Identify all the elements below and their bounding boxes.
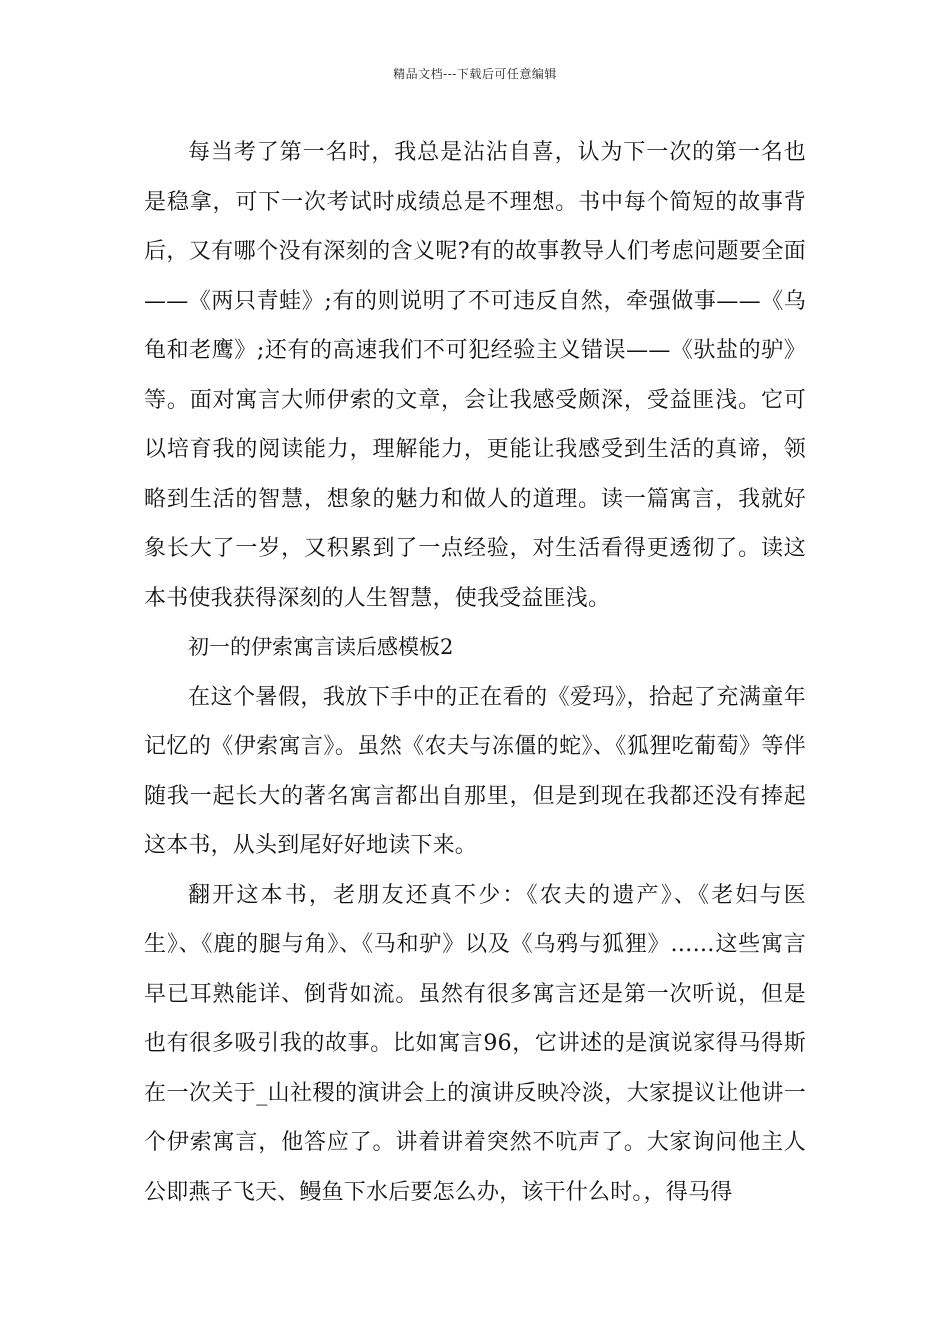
paragraph-1: 每当考了第一名时，我总是沾沾自喜，认为下一次的第一名也是稳拿，可下一次考试时成绩总是不理想。书中每个简短的故事背后，又有哪个没有深刻的含义呢?有的故事教导人们考虑问题要全面——《两只青蛙》;有的则说明了不可违反自然，牵强做事——《乌龟和老鹰》;还有的高速我们不可犯经验主义错误——《驮盐的驴》等。面对寓言大师伊索的文章，会让我感受颇深，受益匪浅。它可以培育我的阅读能力，理解能力，更能让我感受到生活的真谛，领略到生活的智慧，想象的魅力和做人的道理。读一篇寓言，我就好象长大了一岁，又积累到了一点经验，对生活看得更透彻了。读这本书使我获得深刻的人生智慧，使我受益匪浅。	[144, 140, 806, 611]
section-title: 初一的伊索寓言读后感模板2	[188, 635, 454, 659]
page-header: 精品文档---下载后可任意编辑	[393, 67, 557, 81]
document-body	[144, 128, 806, 1217]
paragraph-2: 在这个暑假，我放下手中的正在看的《爱玛》，拾起了充满童年记忆的《伊索寓言》。虽然《农夫与冻僵的蛇》、《狐狸吃葡萄》等伴随我一起长大的著名寓言都出自那里，但是到现在我都还没有捧起这本书，从头到尾好好地读下来。	[144, 684, 806, 858]
paragraph-3: 翻开这本书，老朋友还真不少：《农夫的遗产》、《老妇与医生》、《鹿的腿与角》、《马和驴》以及《乌鸦与狐狸》……这些寓言早已耳熟能详、倒背如流。虽然有很多寓言还是第一次听说，但是也有很多吸引我的故事。比如寓言96，它讲述的是演说家得马得斯在一次关于_山社稷的演讲会上的演讲反映冷淡，大家提议让他讲一个伊索寓言，他答应了。讲着讲着突然不吭声了。大家询问他主人公即燕子飞天、鳗鱼下水后要怎么办，该干什么时。，得马得	[144, 882, 806, 1205]
